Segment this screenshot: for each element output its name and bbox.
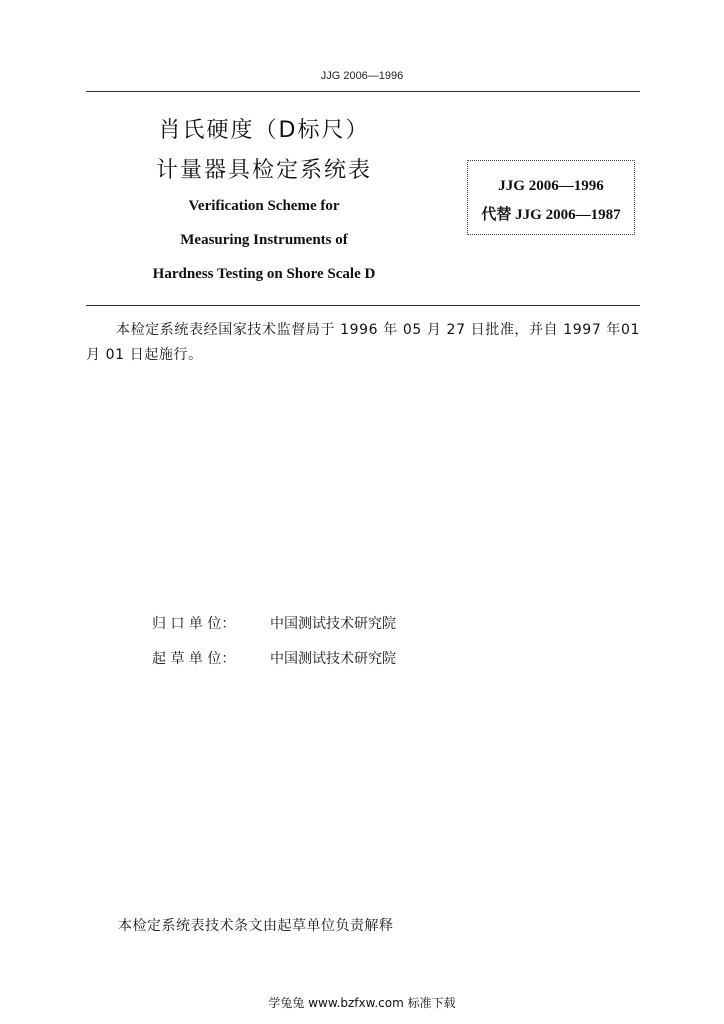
responsible-unit-value: 中国测试技术研究院 bbox=[270, 616, 396, 632]
responsible-unit-label: 归 口 单 位： bbox=[152, 616, 236, 632]
title-english-line-2: Measuring Instruments of bbox=[180, 232, 348, 248]
title-english-line-1: Verification Scheme for bbox=[188, 198, 340, 214]
header-standard-code: JJG 2006—1996 bbox=[320, 70, 404, 82]
footer-watermark: 学兔兔 www.bzfxw.com 标准下载 bbox=[268, 996, 456, 1010]
drafting-unit-label: 起 草 单 位： bbox=[152, 651, 236, 667]
drafting-unit-row bbox=[152, 648, 396, 668]
title-divider bbox=[86, 305, 640, 306]
responsible-unit-row bbox=[152, 613, 396, 633]
drafting-unit-value: 中国测试技术研究院 bbox=[270, 651, 396, 667]
title-english-line-3: Hardness Testing on Shore Scale D bbox=[152, 266, 376, 282]
standard-code: JJG 2006—1996 bbox=[498, 178, 604, 194]
approval-statement: 本检定系统表经国家技术监督局于 1996 年 05 月 27 日批准，并自 1997 年01 月 01 日起施行。 bbox=[86, 322, 640, 363]
replaced-standard-code: 代替 JJG 2006—1987 bbox=[481, 207, 621, 223]
interpretation-note: 本检定系统表技术条文由起草单位负责解释 bbox=[118, 918, 394, 934]
title-chinese-line-1: 肖氏硬度（D标尺） bbox=[158, 118, 370, 143]
title-chinese-line-2: 计量器具检定系统表 bbox=[155, 158, 372, 183]
header-divider bbox=[86, 91, 640, 92]
